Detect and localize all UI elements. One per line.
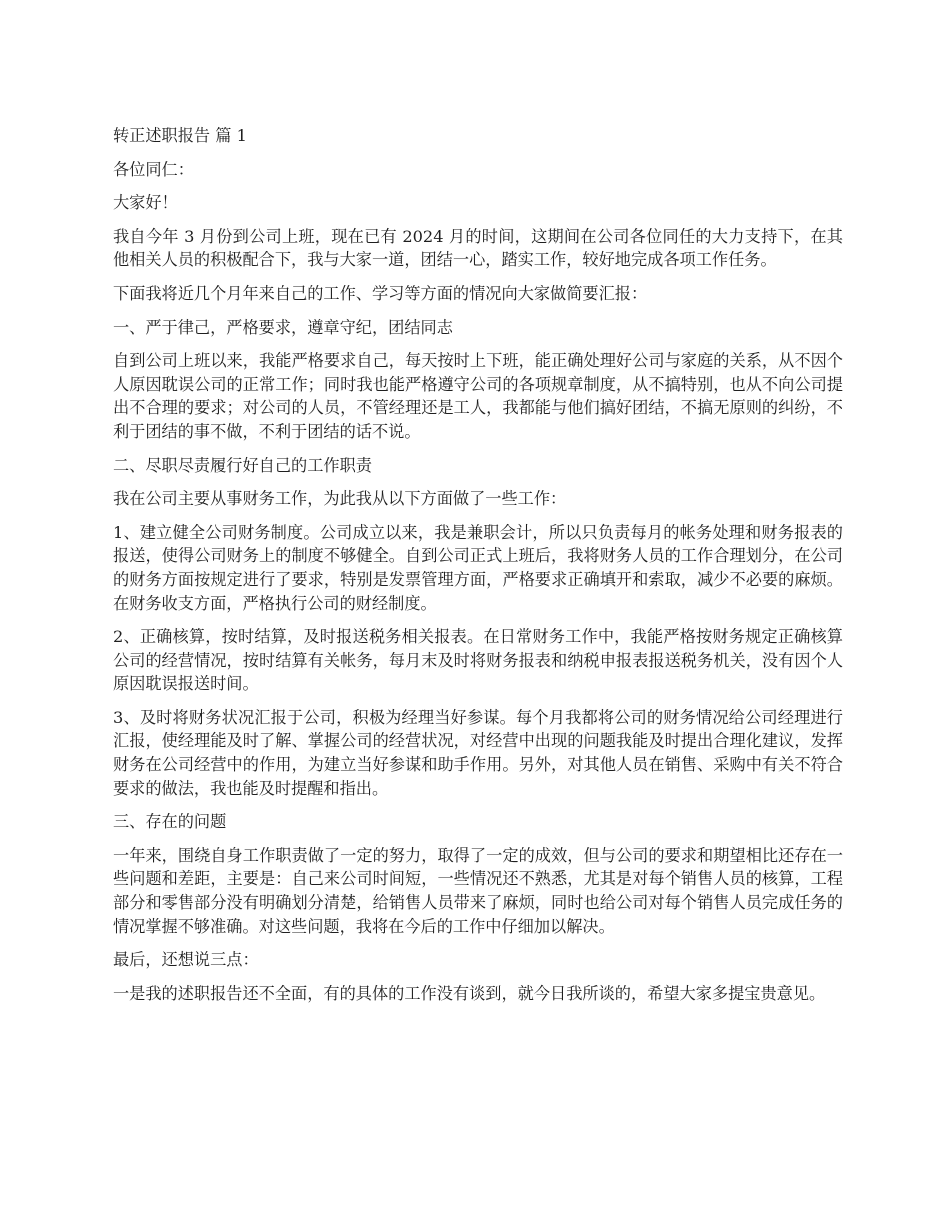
document-title: 转正述职报告 篇 1: [113, 126, 247, 145]
section-3-paragraph: 一年来，围绕自身工作职责做了一定的努力，取得了一定的成效，但与公司的要求和期望相比还存在一些问题和差距，主要是：自己来公司时间短，一些情况还不熟悉，尤其是对每个销售人员的核算，工程部分和零售部分没有明确划分清楚，给销售人员带来了麻烦，同时也给公司对每个销售人员完成任务的情况掌握不够准确。对这些问题，我将在今后的工作中仔细加以解决。: [113, 845, 843, 936]
section-2-item-2: 2、正确核算，按时结算，及时报送税务相关报表。在日常财务工作中，我能严格按财务规定正确核算公司的经营情况，按时结算有关帐务，每月末及时将财务报表和纳税申报表报送税务机关，没有因个人原因耽误报送时间。: [113, 627, 843, 694]
salutation: 各位同仁：: [113, 159, 194, 179]
section-2-lead: 我在公司主要从事财务工作，为此我从以下方面做了一些工作：: [113, 489, 567, 509]
section-heading-3: 三、存在的问题: [113, 812, 227, 832]
section-heading-1: 一、严于律己，严格要求，遵章守纪，团结同志: [113, 317, 453, 337]
closing-point-1: 一是我的述职报告还不全面，有的具体的工作没有谈到，就今日我所谈的，希望大家多提宝贵意见。: [113, 983, 826, 1003]
section-2-item-1: 1、建立健全公司财务制度。公司成立以来，我是兼职会计，所以只负责每月的帐务处理和财务报表的报送，使得公司财务上的制度不够健全。自到公司正式上班后，我将财务人员的工作合理划分，在公司的财务方面按规定进行了要求，特别是发票管理方面，严格要求正确填开和索取，减少不必要的麻烦。在财务收支方面，严格执行公司的财经制度。: [113, 522, 843, 613]
greeting: 大家好！: [113, 193, 178, 213]
summary-lead: 下面我将近几个月年来自己的工作、学习等方面的情况向大家做简要汇报：: [113, 283, 648, 303]
document-body: [113, 124, 843, 1015]
intro-paragraph: 我自今年 3 月份到公司上班，现在已有 2024 月的时间，这期间在公司各位同任的大力支持下，在其他相关人员的积极配合下，我与大家一道，团结一心，踏实工作，较好地完成各项工作任务。: [113, 226, 843, 270]
section-1-paragraph: 自到公司上班以来，我能严格要求自己，每天按时上下班，能正确处理好公司与家庭的关系，从不因个人原因耽误公司的正常工作；同时我也能严格遵守公司的各项规章制度，从不搞特别，也从不向公司提出不合理的要求；对公司的人员，不管经理还是工人，我都能与他们搞好团结，不搞无原则的纠纷，不利于团结的事不做，不利于团结的话不说。: [113, 351, 843, 441]
section-heading-2: 二、尽职尽责履行好自己的工作职责: [113, 455, 372, 475]
closing-lead: 最后，还想说三点：: [113, 950, 259, 970]
section-2-item-3: 3、及时将财务状况汇报于公司，积极为经理当好参谋。每个月我都将公司的财务情况给公司经理进行汇报，使经理能及时了解、掌握公司的经营状况，对经营中出现的问题我能及时提出合理化建议，发挥财务在公司经营中的作用，为建立当好参谋和助手作用。另外，对其他人员在销售、采购中有关不符合要求的做法，我也能及时提醒和指出。: [113, 707, 843, 798]
